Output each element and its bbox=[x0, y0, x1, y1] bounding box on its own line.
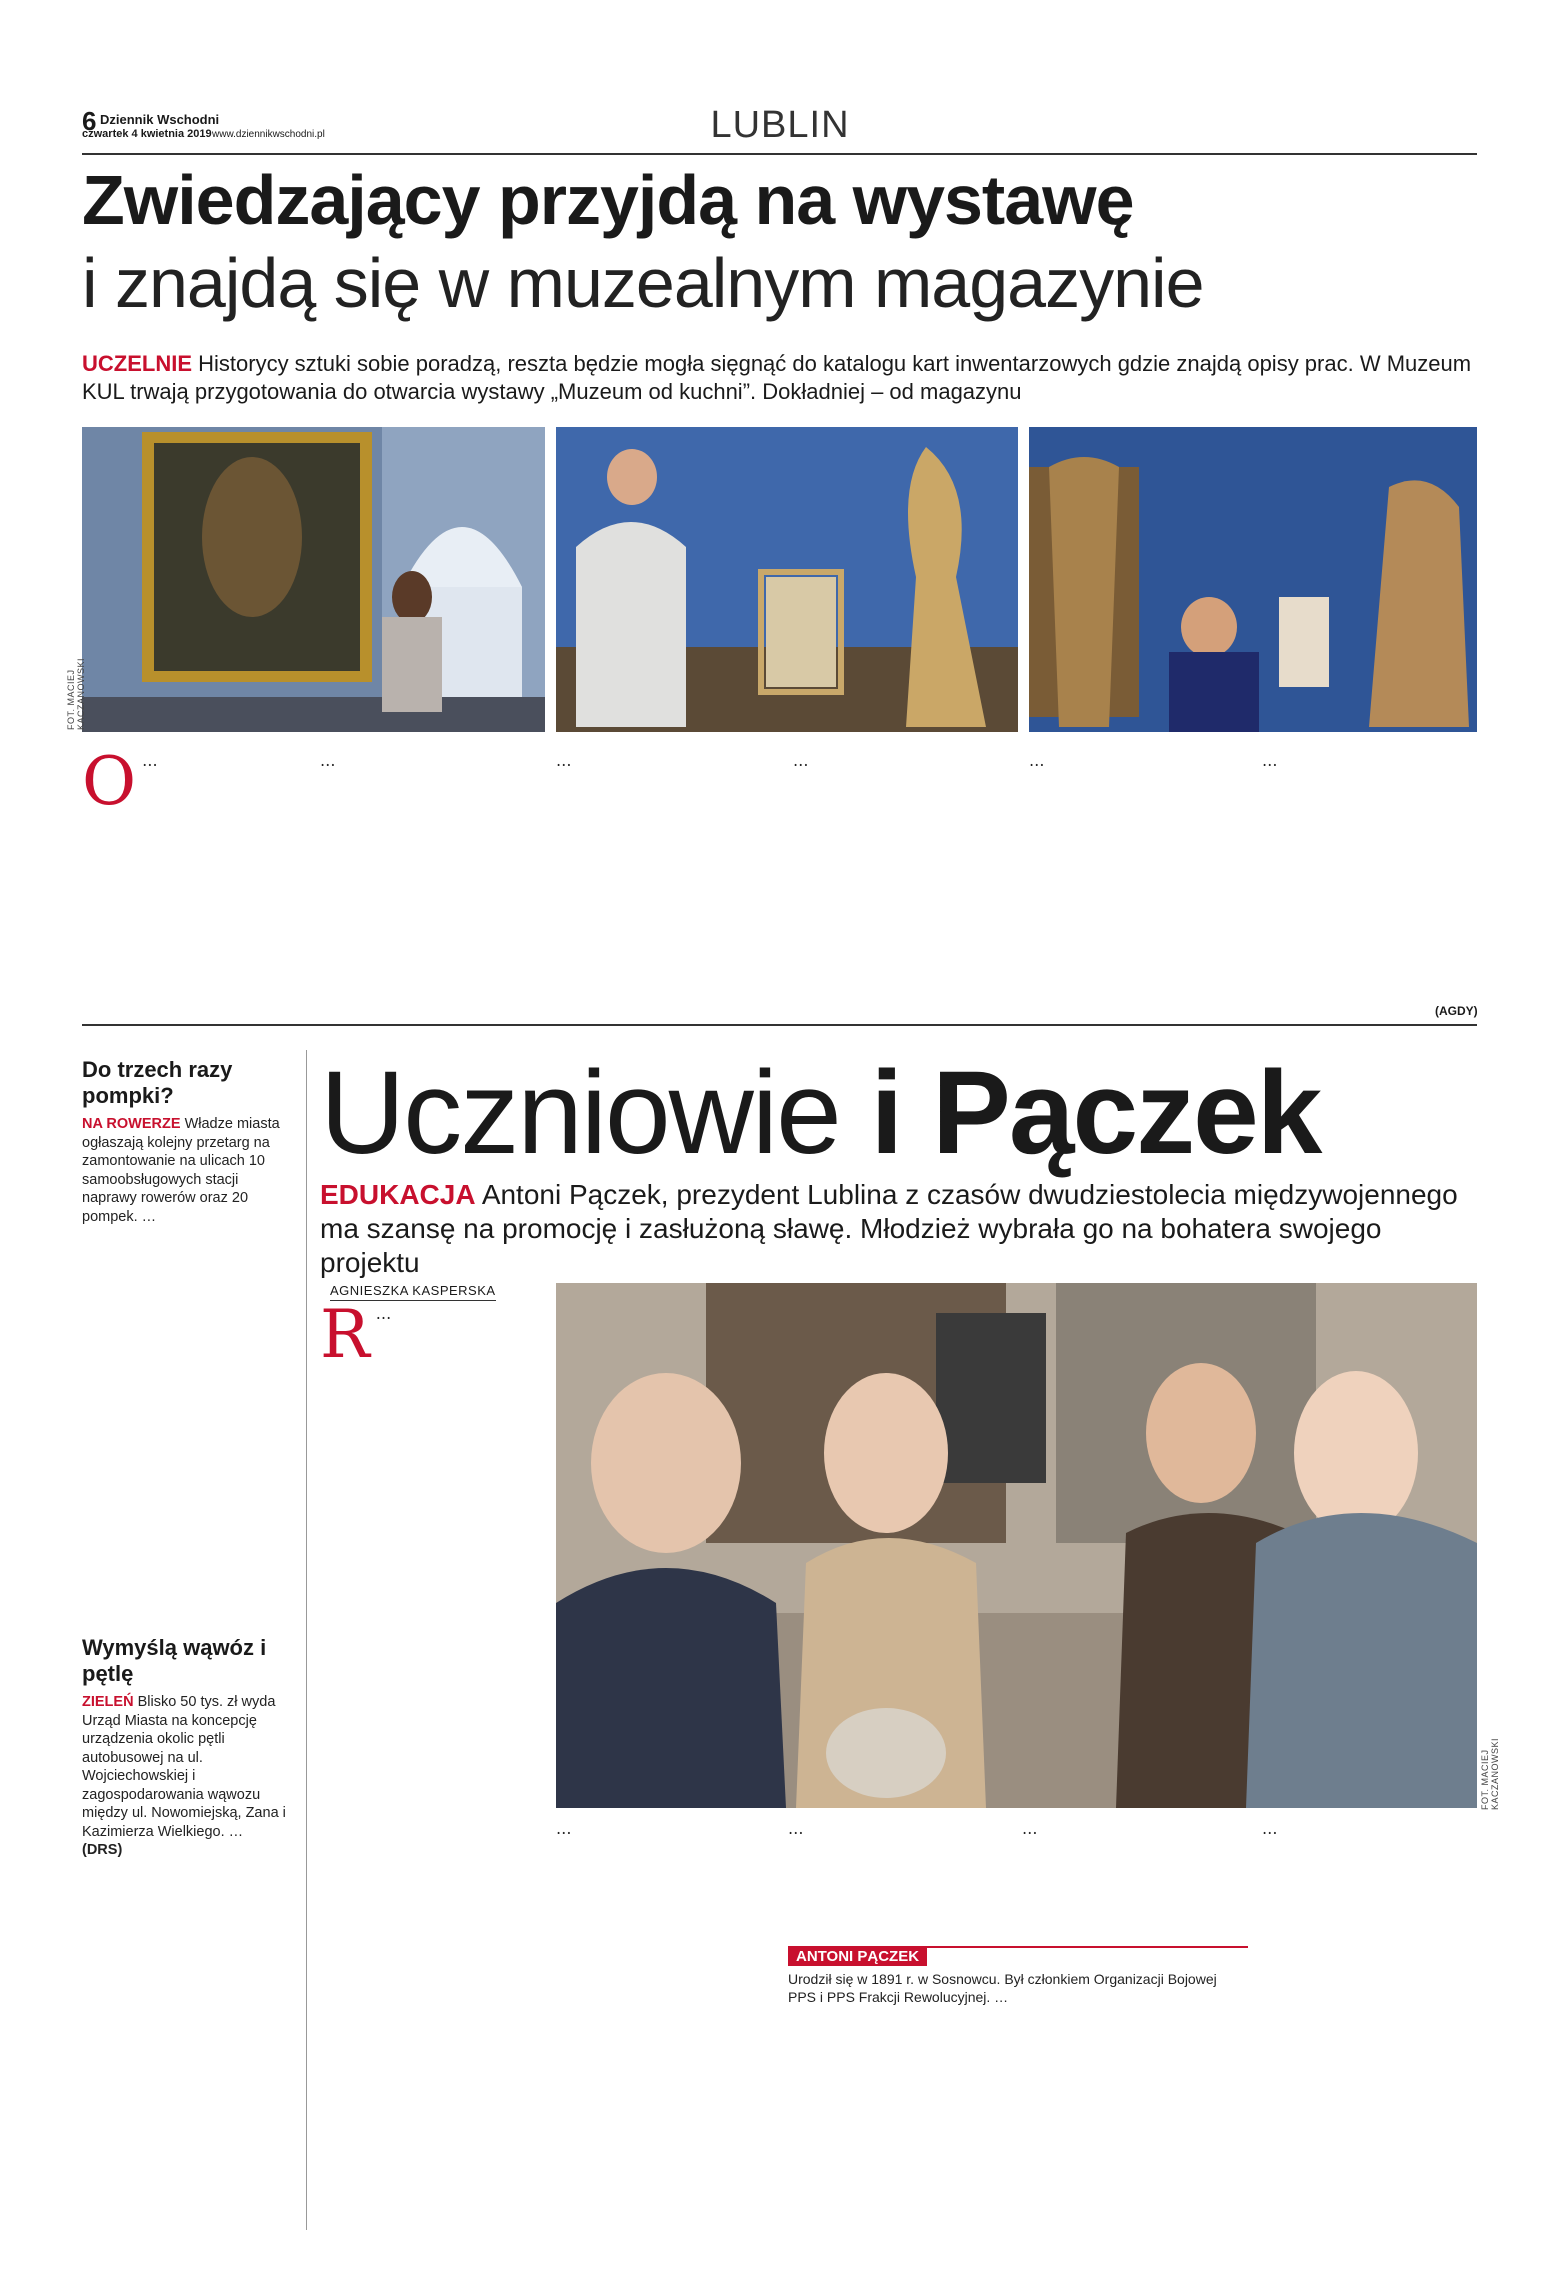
article1-photo-3 bbox=[1029, 427, 1477, 732]
section-label: LUBLIN bbox=[710, 104, 850, 146]
article1-column-4: … bbox=[793, 752, 809, 770]
article1-lead-text: Historycy sztuki sobie poradzą, reszta będzie mogła sięgnąć do katalogu kart inwentarzowych gdzie znajdą opisy prac. W Muzeum KUL trwają przygotowania do otwarcia wystawy „Muzeum od kuchni”. Dokładniej – od magazynu bbox=[82, 351, 1472, 404]
article2-headline bbox=[320, 1048, 1320, 1178]
curator-measuring-illustration bbox=[556, 427, 1018, 732]
masthead bbox=[82, 104, 1477, 156]
article1-signature: (AGDY) bbox=[1435, 1004, 1478, 1018]
article2-photo bbox=[556, 1283, 1477, 1808]
article2-headline-bold: i Pączek bbox=[870, 1047, 1321, 1179]
article1-column-1: O … bbox=[82, 743, 158, 820]
painting-viewer-illustration bbox=[82, 427, 545, 732]
article1-column-6: … bbox=[1262, 752, 1278, 770]
article1-column-2: … bbox=[320, 752, 336, 770]
article2-column-2: … bbox=[556, 1820, 572, 1838]
article2-column-5: … bbox=[1262, 1820, 1278, 1838]
article1-photo-2 bbox=[556, 427, 1018, 732]
website-url[interactable]: www.dziennikwschodni.pl bbox=[212, 129, 325, 140]
article2-column-4: … bbox=[1022, 1820, 1038, 1838]
article1-lead bbox=[82, 350, 1477, 406]
article2-column-1: R … bbox=[320, 1296, 392, 1373]
article1-column-5: … bbox=[1029, 752, 1045, 770]
issue-date: czwartek 4 kwietnia 2019 bbox=[82, 128, 212, 140]
article1-dropcap: O bbox=[82, 743, 137, 820]
article1-headline-light: i znajdą się w muzealnym magazynie bbox=[82, 244, 1204, 322]
bio-title: ANTONI PĄCZEK bbox=[788, 1947, 927, 1966]
students-with-donuts-illustration bbox=[556, 1283, 1477, 1808]
article2-lead-text: Antoni Pączek, prezydent Lublina z czasów dwudziestolecia międzywojennego ma szansę na promocję i zasłużoną sławę. Młodzież wybrała go na bohatera swojego projektu bbox=[320, 1179, 1458, 1278]
article2-lead bbox=[320, 1178, 1477, 1280]
sidebar bbox=[82, 1057, 297, 1860]
sidebar-divider bbox=[306, 1050, 307, 2230]
article1-headline-bold: Zwiedzający przyjdą na wystawę bbox=[82, 161, 1134, 239]
article1-photo-credit: FOT. MACIEJ KACZANOWSKI bbox=[66, 657, 86, 730]
bio-text: Urodził się w 1891 r. w Sosnowcu. Był członkiem Organizacji Bojowej PPS i PPS Frakcji Rewolucyjnej. … bbox=[788, 1971, 1217, 2005]
article2-photo-credit: FOT. MACIEJ KACZANOWSKI bbox=[1480, 1737, 1500, 1810]
sculpture-restorer-illustration bbox=[1029, 427, 1477, 732]
bio-box bbox=[788, 1946, 1248, 2006]
sidebar-item2-body: ZIELEŃ Blisko 50 tys. zł wyda Urząd Miasta na koncepcję urządzenia okolic pętli autobusowej na ul. Wojciechowskiej i zagospodarowania wąwozu między ul. Nowomiejską, Zana i Kazimierza Wielkiego. … (DRS) bbox=[82, 1693, 297, 1860]
article2-lead-tag: EDUKACJA bbox=[320, 1179, 476, 1210]
article2-column-3: … bbox=[788, 1820, 804, 1838]
article2-author: AGNIESZKA KASPERSKA bbox=[330, 1283, 496, 1301]
sidebar-item2-signature: (DRS) bbox=[82, 1842, 123, 1858]
page-number: 6 bbox=[82, 106, 97, 136]
article1-photo-1 bbox=[82, 427, 545, 732]
sidebar-item2-headline: Wymyślą wąwóz i pętlę bbox=[82, 1635, 267, 1686]
sidebar-item1-body: NA ROWERZE Władze miasta ogłaszają kolejny przetarg na zamontowanie na ulicach 10 samoobsługowych stacji naprawy rowerów oraz 20 pompek. … bbox=[82, 1116, 280, 1225]
article2-headline-light: Uczniowie bbox=[320, 1047, 840, 1179]
sidebar-item1-tag: NA ROWERZE bbox=[82, 1116, 181, 1132]
article1-lead-tag: UCZELNIE bbox=[82, 351, 192, 376]
masthead-rule bbox=[82, 153, 1477, 155]
paper-name: Dziennik Wschodni bbox=[100, 112, 220, 127]
divider-article1 bbox=[82, 1024, 1477, 1026]
article2-dropcap: R bbox=[320, 1296, 370, 1373]
article1-column-3: … bbox=[556, 752, 572, 770]
sidebar-item1-headline: Do trzech razy pompki? bbox=[82, 1057, 233, 1108]
sidebar-item2-tag: ZIELEŃ bbox=[82, 1694, 134, 1710]
